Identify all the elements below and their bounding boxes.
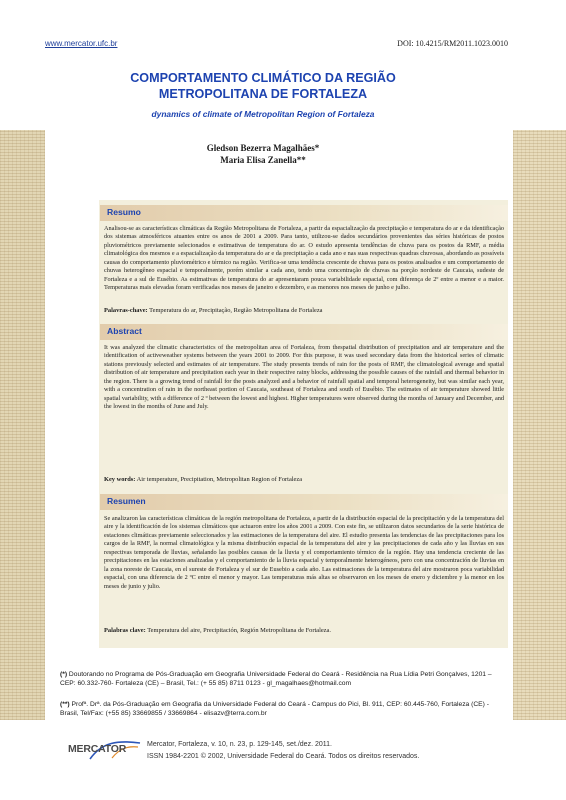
doi-label: DOI: 10.4215/RM2011.1023.0010 bbox=[397, 39, 508, 48]
texture-right bbox=[513, 130, 566, 720]
journal-url-link[interactable]: www.mercator.ufc.br bbox=[45, 39, 118, 48]
resumen-keywords-label: Palabras clave: bbox=[104, 627, 146, 634]
footnote-1-mark: (*) bbox=[60, 671, 68, 678]
abstract-heading-bar bbox=[100, 324, 508, 340]
resumen-keywords bbox=[104, 627, 504, 635]
footnote-1-text: Doutorando no Programa de Pós-Graduação em Geografia Universidade Federal do Ceará - Residência na Rua Lídia Petri Gonçalves, 1201 – CEP: 60.332-760- Fortaleza (CE) – Brasil, Tel.: (+ 55 85) 8711 0123 - gl_magalhaes@hotmail.com bbox=[60, 671, 492, 688]
resumo-text: Analisou-se as características climáticas da Região Metropolitana de Fortaleza, a partir da espacialização da precipitação e temperatura do ar e da identificação dos sistemas atmosféricos atuantes entre os anos de 2001 a 2009. Para tanto, utilizou-se dados secundários provenientes das séries históricas de postos pluviométricos previamente selecionados e estimativas de temperatura do ar. O estudo apresenta tendências de chuva para os postos da RMF, a média climatológica dos mesmos e a espacialização da temperatura do ar e da precipitação a cada ano e nas suas respectivas quadras chuvosas, abordando as possíveis causas do comportamento pluviométrico e térmico na região. Verifica-se uma tendência crescente de chuvas para os postos analisados e um comportamento de chuvas heterogêneo espacial e temporalmente, porém similar a cada ano, tendo uma concentração de chuvas na porção nordeste de Caucaia, sudeste de Fortaleza e a sul de Eusébio. As estimativas de temperatura do ar apresentaram pouca variabilidade espacial, com diferença de 2º entre a menor e a maior. Temperaturas mais elevadas foram verificadas nos meses de janeiro e dezembro, e as menores nos meses de junho e julho. bbox=[104, 225, 504, 292]
texture-left bbox=[0, 130, 45, 720]
mercator-logo bbox=[68, 740, 142, 762]
footnote-2-mark: (**) bbox=[60, 701, 70, 708]
resumo-keywords-value: Temperatura do ar, Precipitação, Região Metropolitana de Fortaleza bbox=[149, 307, 323, 314]
abstract-keywords-value: Air temperature, Precipitation, Metropolitan Region of Fortaleza bbox=[136, 476, 303, 483]
resumen-heading: Resumen bbox=[107, 496, 146, 506]
resumen-heading-bar bbox=[100, 494, 508, 510]
journal-info bbox=[147, 739, 419, 763]
resumo-heading-bar bbox=[100, 205, 508, 221]
title-line-2: METROPOLITANA DE FORTALEZA bbox=[158, 87, 368, 101]
article-subtitle: dynamics of climate of Metropolitan Region of Fortaleza bbox=[151, 109, 375, 119]
abstract-keywords bbox=[104, 476, 504, 484]
author-2: Maria Elisa Zanella** bbox=[220, 155, 306, 165]
article-title bbox=[90, 70, 436, 102]
journal-citation: Mercator, Fortaleza, v. 10, n. 23, p. 129-145, set./dez. 2011. bbox=[147, 741, 332, 748]
abstract-keywords-label: Key words: bbox=[104, 476, 136, 483]
resumo-keywords-label: Palavras-chave: bbox=[104, 307, 148, 314]
abstract-text: It was analyzed the climatic characteristics of the metropolitan area of Fortaleza, from thespatial distribution of precipitation and air temperature and the identification of activeweather systems between the years 2001 to 2009. For this purpose, it was used secondary data from the historical series of climatic stations previously selected and estimates of air temperature. The study presents trends of rain for the posts of RMF, the climatological average and spatial distribution of air temperature and precipitation each year in their respective rainy blocks, addressing the possible causes of the rainfall and thermal behavior in the region. There is a growing trend of rainfall for the posts analyzed and a behavior of rainfall spatial and temporal heterogeneity, but was similar each year, with a concentration of rain in the northeast portion of Caucaia, southeast of Fortaleza and south of Eusébio. The estimates of air temperature showed little spatial variability, with a difference of 2 º between the lowest and highest. Higher temperatures were observed during the months of January and December, and the lowest in the months of June and July. bbox=[104, 344, 504, 411]
footnote-2 bbox=[60, 700, 505, 719]
resumo-heading: Resumo bbox=[107, 207, 141, 217]
author-list bbox=[150, 142, 376, 166]
footnote-2-text: Profª. Drª. da Pós-Graduação em Geografia da Universidade Federal do Ceará - Campus do Pici, Bl. 911, CEP: 60.445-760, Fortaleza (CE) - Brasil, Tel/Fax: (+55 85) 33669855 / 33669864 - elisazv@terra.com.br bbox=[60, 701, 489, 718]
footnote-1 bbox=[60, 670, 505, 689]
resumen-keywords-value: Temperatura del aire, Precipitación, Región Metropolitana de Fortaleza. bbox=[147, 627, 331, 634]
logo-text: MERCATOR bbox=[68, 743, 127, 755]
resumen-text: Se analizaron las características climáticas de la región metropolitana de Fortaleza, a partir de la distribución espacial de la precipitación y de la temperatura del aire y la identificación de los sistemas climáticos que actuaron entre los años 2001 a 2009. Con este fin, se utilizaron datos secundarios de la serie histórica de estaciones climáticas previamente seleccionados y las estimaciones de la temperatura del aire. El estudio presenta las tendencias de las precipitaciones para los cargos de la RMF, la normal climatológica y la misma distribución espacial de la temperatura del aire y las precipitaciones de cada año y las lluvias en sus respectivas temporada de lluvias, señalando las posibles causas de la lluvia y el comportamiento térmico de la región. Hay una tendencia creciente de las precipitaciones en las estaciones analizadas y el comportamiento de la lluvia espacial y temporalmente heterogéneos, pero con una concentración de lluvias en la zona noreste de Caucaia, en el sureste de Fortaleza y el sur de Eusebio a cada año. Las estimaciones de la temperatura del aire mostraron poca variabilidad espacial, con una diferencia de 2 ºC entre el menor y mayor. Las temperaturas más altas se observaron en los meses de enero y diciembre y la menor en los meses de junio y julio. bbox=[104, 515, 504, 590]
abstract-heading: Abstract bbox=[107, 326, 142, 336]
resumo-keywords bbox=[104, 307, 504, 315]
author-1: Gledson Bezerra Magalhães* bbox=[206, 143, 320, 153]
title-line-1: COMPORTAMENTO CLIMÁTICO DA REGIÃO bbox=[130, 71, 396, 85]
journal-issn: ISSN 1984-2201 © 2002, Universidade Federal do Ceará. Todos os direitos reservados. bbox=[147, 753, 420, 760]
